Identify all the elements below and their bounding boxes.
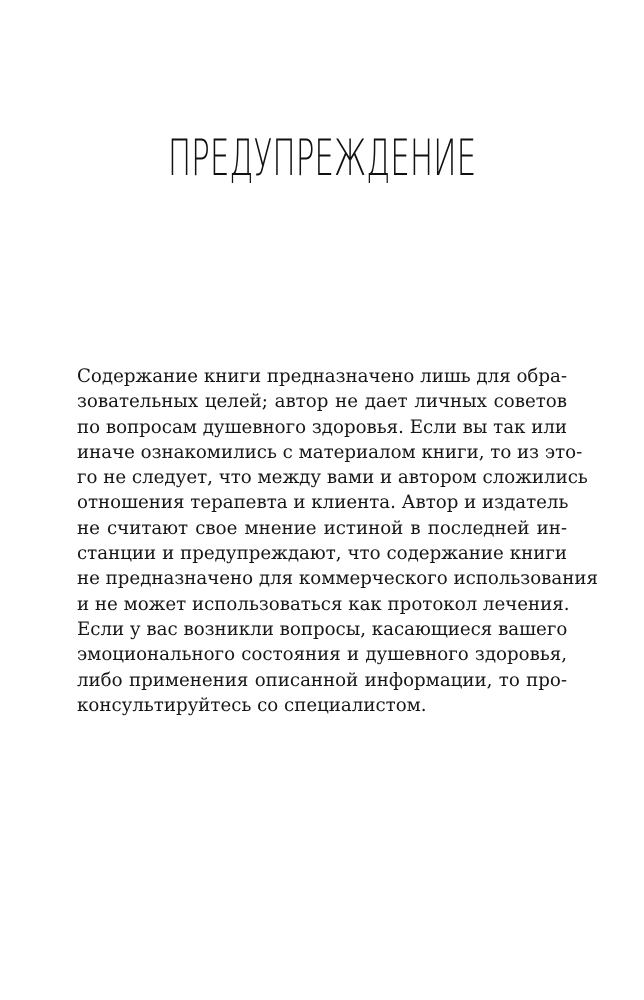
page-title: ПРЕДУПРЕЖДЕНИЕ: [167, 129, 477, 187]
paragraph-line: по вопросам душевного здоровья. Если вы так или: [77, 416, 567, 438]
paragraph-line: Если у вас возникли вопросы, касающиеся вашего: [77, 618, 568, 640]
paragraph-line: го не следует, что между вами и автором сложились: [77, 467, 588, 489]
paragraph-line: зовательных целей; автор не дает личных советов: [77, 391, 567, 413]
paragraph-line: консультируйтесь со специалистом.: [77, 694, 427, 716]
paragraph-line: не предназначено для коммерческого использования: [77, 568, 598, 590]
paragraph-line: эмоционального состояния и душевного здоровья,: [77, 644, 567, 666]
warning-paragraph: [77, 364, 598, 718]
paragraph-line: отношения терапевта и клиента. Автор и издатель: [77, 492, 569, 514]
paragraph-line: либо применения описанной информации, то про-: [77, 669, 567, 691]
paragraph-line: иначе ознакомились с материалом книги, то из это-: [77, 441, 583, 463]
paragraph-line: Содержание книги предназначено лишь для обра-: [77, 366, 567, 387]
paragraph-line: станции и предупреждают, что содержание книги: [77, 543, 567, 565]
paragraph-line: и не может использоваться как протокол лечения.: [77, 593, 570, 615]
paragraph-line: не считают свое мнение истиной в последней ин-: [77, 517, 567, 539]
